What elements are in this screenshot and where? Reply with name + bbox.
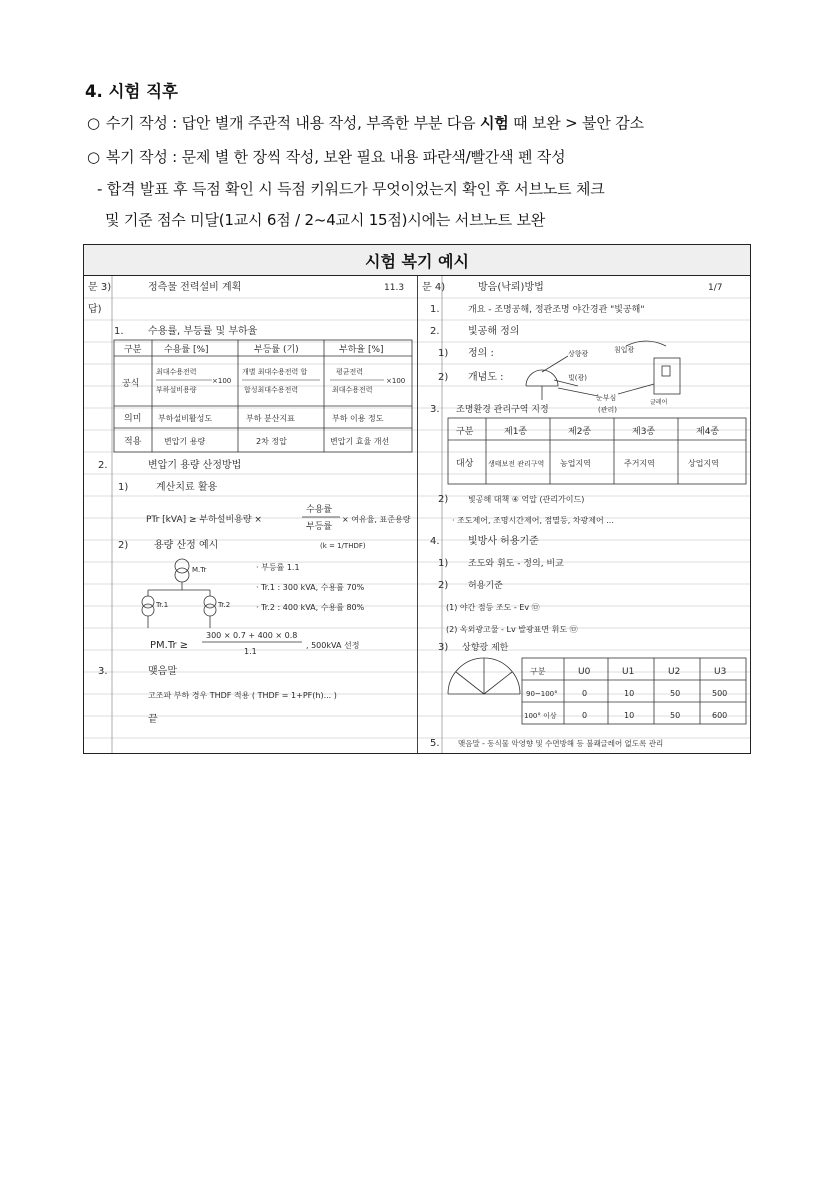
right-uplight-head-u2: U2 [668,667,681,677]
right-table-head-zone-2: 제2종 [568,427,592,437]
right-uplight-row-1-u1: 10 [624,689,635,698]
left-row-formula-demand-den: 부하설비용량 [156,386,197,394]
right-section-4-2-text: 허용기준 [468,581,503,591]
left-transformer-1: Tr.1 [156,601,169,609]
left-section-3-num: 3. [98,666,108,677]
right-section-2-2-title: 개념도 : [468,372,504,383]
left-transformer-main: M.Tr [192,566,207,574]
left-end-mark: 끝 [148,714,158,725]
left-calc-lhs: PM.Tr ≥ [150,640,189,651]
right-uplight-row-2-label: 100° 이상 [524,712,557,720]
left-row-formula-demand-x100: ×100 [212,377,232,385]
left-row-formula-diversity-den: 합성최대수용전력 [244,386,299,394]
right-uplight-row-1-u0: 0 [582,689,588,698]
right-table-zone-1-value: 생태보전 관리구역 [488,460,545,468]
right-section-3-2-text: 빛공해 대책 ④ 억압 (관리가이드) [468,495,585,504]
left-section-2-title: 변압기 용량 산정방법 [148,460,242,471]
left-row-formula-load-den: 최대수용전력 [332,386,373,394]
right-question-label: 문 4) [422,282,446,293]
right-diagram-glare-2: 글레어 [650,399,668,406]
right-section-4-1-text: 조도와 휘도 - 정의, 비교 [468,559,564,569]
right-section-4-2-num: 2) [438,580,449,591]
light-pollution-diagram-icon [526,341,680,400]
exam-review-example-box [83,244,751,754]
left-question-number: 11.3 [384,283,405,293]
right-question-number: 1/7 [708,283,723,293]
right-section-4-3-num: 3) [438,642,449,653]
right-diagram-uplight: 상향광 [568,350,589,358]
left-formula-note: (k = 1/THDF) [320,542,366,550]
right-section-5-num: 5. [430,738,440,749]
bullet-handwritten-note [87,112,644,133]
handwritten-sheet-left-drawing [84,276,417,753]
right-uplight-row-2-u1: 10 [624,711,635,720]
right-table-zone-3-value: 주거지역 [624,459,655,468]
left-table-head-division: 구분 [124,345,142,355]
left-row-formula-diversity-num: 개별 최대수용전력 합 [242,368,308,376]
handwritten-sheet-left [84,276,418,753]
right-section-4-2-b: (2) 옥외광고물 - Lv 발광표면 휘도 ㉤ [446,625,578,634]
right-question-title: 방음(낙뢰)방법 [478,282,544,293]
right-section-2-title: 빛공해 정의 [468,326,520,337]
circle-bullet-icon: ○ [87,148,100,166]
example-box-header: 시험 복기 예시 [84,245,750,276]
uplight-angle-diagram-icon [448,658,520,694]
sub-bullet-line-2: 및 기준 점수 미달(1교시 6점 / 2~4교시 15점)시에는 서브노트 보완 [105,211,546,229]
right-uplight-row-2-u3: 600 [712,711,728,720]
left-section-2-2-title: 용량 산정 예시 [154,540,219,551]
right-section-4-title: 빛방사 허용기준 [468,536,539,547]
left-table-head-demand: 수용률 [%] [164,345,209,355]
right-section-4-2-a: (1) 야간 점등 조도 - Ev ㉤ [446,603,540,612]
left-section-3-title: 맺음말 [148,666,177,677]
section-title: 4. 시험 직후 [85,82,178,101]
right-section-3-2-detail: · 조도제어, 조명시간제어, 점멸등, 차광제어 ... [452,516,614,525]
left-table-head-diversity: 부등률 (기) [254,345,299,355]
left-row-apply-demand: 변압기 용량 [164,437,206,446]
left-section-1-title: 수용률, 부등률 및 부하율 [148,326,258,337]
left-transformer-2: Tr.2 [218,601,231,609]
right-section-1-num: 1. [430,304,440,315]
right-uplight-row-2-u0: 0 [582,711,588,720]
left-row-formula-label: 공식 [122,379,140,389]
right-table-head-division: 구분 [456,427,474,437]
right-section-4-num: 4. [430,536,440,547]
left-row-meaning-label: 의미 [124,414,142,424]
sub-bullet-line-1: - 합격 발표 후 득점 확인 시 득점 키워드가 무엇이었는지 확인 후 서브노트 체크 [97,180,605,198]
left-formula-numerator: 수용률 [306,505,333,515]
left-section-2-2-num: 2) [118,540,129,551]
left-row-apply-load: 변압기 효율 개선 [330,437,390,446]
left-spec-tr1: · Tr.1 : 300 kVA, 수용률 70% [256,583,365,592]
right-table-head-zone-3: 제3종 [632,427,656,437]
right-section-3-title: 조명환경 관리구역 지정 [456,405,549,415]
right-section-2-2-num: 2) [438,372,449,383]
left-answer-label: 답) [88,304,102,315]
right-uplight-head-u0: U0 [578,667,591,677]
right-section-2-num: 2. [430,326,440,337]
right-table-head-zone-4: 제4종 [696,427,720,437]
left-calc-denominator: 1.1 [244,647,257,656]
left-conclusion-text: 고조파 부하 경우 THDF 적용 ( THDF = 1+PF(h)... ) [148,691,337,700]
right-section-5-text: 맺음말 - 동식물 악영향 및 수면방해 등 불쾌글레어 없도록 관리 [458,739,664,748]
left-calc-numerator: 300 × 0.7 + 400 × 0.8 [206,631,298,640]
bullet-review-note [87,146,565,167]
right-section-4-1-num: 1) [438,558,449,569]
handwritten-sheet-right-drawing [418,276,750,753]
right-section-2-1-num: 1) [438,348,449,359]
left-section-2-1-title: 계산치료 활용 [156,482,218,493]
right-uplight-head-u1: U1 [622,667,635,677]
right-section-3-num: 3. [430,404,440,415]
left-table-head-load: 부하율 [%] [339,345,384,355]
right-uplight-head-u3: U3 [714,667,727,677]
bullet-1-prefix: 수기 작성 : 답안 별개 주관적 내용 작성, 부족한 부분 다음 [105,114,480,132]
right-section-2-1-title: 정의 : [468,348,494,359]
left-row-meaning-demand: 부하설비활성도 [158,414,213,423]
right-section-1-text: 개요 - 조명공해, 정관조명 야간경관 "빛공해" [468,305,645,315]
right-uplight-head-division: 구분 [530,667,546,676]
left-spec-diversity: · 부등률 1.1 [256,563,300,572]
bullet-2-text: 복기 작성 : 문제 별 한 장씩 작성, 보완 필요 내용 파란색/빨간색 펜 작성 [105,148,566,166]
left-section-2-num: 2. [98,460,108,471]
right-section-3-2-num: 2) [438,494,449,505]
right-section-3-note: (관리) [598,406,617,414]
right-diagram-glare-1: 눈부심 [596,394,617,402]
left-spec-tr2: · Tr.2 : 400 kVA, 수용률 80% [256,603,365,612]
left-section-2-1-num: 1) [118,482,129,493]
left-row-meaning-diversity: 부하 분산지표 [246,414,295,423]
right-section-4-3-text: 상향광 제한 [462,643,509,653]
right-table-zone-4-value: 상업지역 [688,459,719,468]
circle-bullet-icon: ○ [87,114,100,132]
bullet-1-suffix: 때 보완 > 불안 감소 [508,114,644,132]
right-uplight-row-2-u2: 50 [670,711,681,720]
left-row-apply-label: 적용 [124,437,142,447]
left-formula-rhs: × 여유율, 표준용량 [342,515,411,524]
left-row-meaning-load: 부하 이용 정도 [332,414,384,423]
left-calc-result: , 500kVA 선정 [306,641,360,650]
left-row-formula-demand-num: 최대수용전력 [156,368,197,376]
left-formula-denominator: 부등률 [306,522,333,532]
right-diagram-light: 빛(광) [568,374,587,382]
left-section-1-num: 1. [114,326,124,337]
right-uplight-row-1-label: 90~100° [526,690,558,698]
right-table-head-zone-1: 제1종 [504,427,528,437]
left-question-label: 문 3) [88,282,112,293]
right-table-row-target: 대상 [456,459,474,469]
right-table-zone-2-value: 농업지역 [560,459,591,468]
left-formula-lhs: PTr [kVA] ≥ 부하설비용량 × [146,515,262,525]
right-uplight-row-1-u2: 50 [670,689,681,698]
left-row-formula-load-num: 평균전력 [336,368,364,376]
handwritten-sheet-right [418,276,750,753]
right-diagram-intrusive: 침입광 [614,346,635,354]
left-row-apply-diversity: 2차 정압 [256,437,287,446]
left-question-title: 정측물 전력설비 계획 [148,282,242,293]
left-row-formula-load-x100: ×100 [386,377,406,385]
bullet-1-bold: 시험 [479,114,509,132]
right-uplight-row-1-u3: 500 [712,689,728,698]
